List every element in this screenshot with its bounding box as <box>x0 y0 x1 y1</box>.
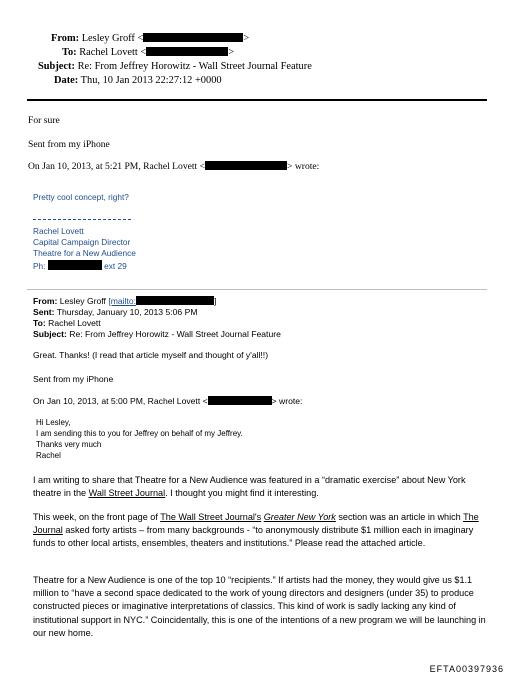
email-header-to: To: Rachel Lovett < > <box>62 47 235 58</box>
sent-from-iphone: Sent from my iPhone <box>33 374 114 384</box>
to-label: To: <box>62 47 77 58</box>
document-id: EFTA00397936 <box>429 664 504 674</box>
header-divider <box>27 99 487 101</box>
redaction <box>205 161 287 170</box>
redaction <box>146 47 228 56</box>
forward-divider <box>27 289 487 290</box>
forward-to: To: Rachel Lovett <box>33 318 101 328</box>
email-header-subject <box>38 61 312 72</box>
wrote-line: On Jan 10, 2013, at 5:21 PM, Rachel Lovett < > wrote: <box>28 161 320 172</box>
forward-sent: Sent: Thursday, January 10, 2013 5:06 PM <box>33 307 198 317</box>
redaction <box>143 33 243 42</box>
signature-org: Theatre for a New Audience <box>33 248 136 258</box>
from-value: Lesley Groff < <box>81 33 144 44</box>
email-header-date <box>54 75 222 86</box>
wrote-line: On Jan 10, 2013, at 5:00 PM, Rachel Lovett < > wrote: <box>33 396 303 406</box>
signature-name: Rachel Lovett <box>33 226 84 236</box>
forward-subject: Subject: Re: From Jeffrey Horowitz - Wall Street Journal Feature <box>33 329 281 339</box>
wsj-reference: The Wall Street Journal's <box>160 512 262 522</box>
quoted-signoff: Rachel <box>36 451 61 460</box>
wsj-reference: Wall Street Journal <box>88 488 166 499</box>
quoted-greeting: Hi Lesley, <box>36 418 71 427</box>
forward-from: From: Lesley Groff [mailto: ] <box>33 296 217 306</box>
sent-from-iphone: Sent from my iPhone <box>28 139 110 150</box>
signature-title: Capital Campaign Director <box>33 237 131 247</box>
subject-label: Subject: <box>38 61 75 72</box>
date-value: Thu, 10 Jan 2013 22:27:12 +0000 <box>80 75 222 86</box>
quoted-text: Pretty cool concept, right? <box>33 192 129 202</box>
redaction <box>48 260 102 270</box>
quoted-line: Thanks very much <box>36 440 102 449</box>
paragraph-1: I am writing to share that Theatre for a New Audience was featured in a “dramatic exercise” about New York theatre in the Wall Street Journal. I thought you might find it interesting. <box>33 475 466 499</box>
section-name: Greater New York <box>263 512 336 522</box>
quoted-line: I am sending this to you for Jeffrey on behalf of my Jeffrey. <box>36 429 243 438</box>
from-label: From: <box>51 33 80 44</box>
redaction <box>136 296 214 305</box>
date-label: Date: <box>54 75 79 86</box>
to-value: Rachel Lovett < <box>79 47 147 58</box>
signature-divider <box>33 219 131 220</box>
journal-reference: The Journal <box>33 512 479 536</box>
paragraph-2: This week, on the front page of The Wall Street Journal's Greater New York section was an article in which The Journal asked forty artists – from many backgrounds - “to anonymously distribute $1 million each in imaginary funds to other local artists, ensembles, theaters and institutions.” Please read the attached article. <box>33 512 479 549</box>
mailto-link[interactable]: [mailto: <box>108 296 137 306</box>
subject-value: Re: From Jeffrey Horowitz - Wall Street Journal Feature <box>77 61 312 72</box>
email-header-from: From: Lesley Groff < > <box>51 33 250 44</box>
redaction <box>208 396 272 405</box>
signature-phone: Ph: ext 29 <box>33 261 127 271</box>
paragraph-3: Theatre for a New Audience is one of the top 10 “recipients.” If artists had the money, they would give us $1.1 million to “have a second space dedicated to the work of young directors and designers (under 35) to produce constructed pieces or imaginative interpretations of classics. This kind of work is sadly lacking any kind of institutional support in NYC.” Coincidentally, this is one of the intentions of a new program we will be launching in our new home. <box>33 575 486 638</box>
forward-body-line: Great. Thanks! (I read that article myself and thought of y'all!!) <box>33 350 269 360</box>
reply-text: For sure <box>28 115 60 126</box>
